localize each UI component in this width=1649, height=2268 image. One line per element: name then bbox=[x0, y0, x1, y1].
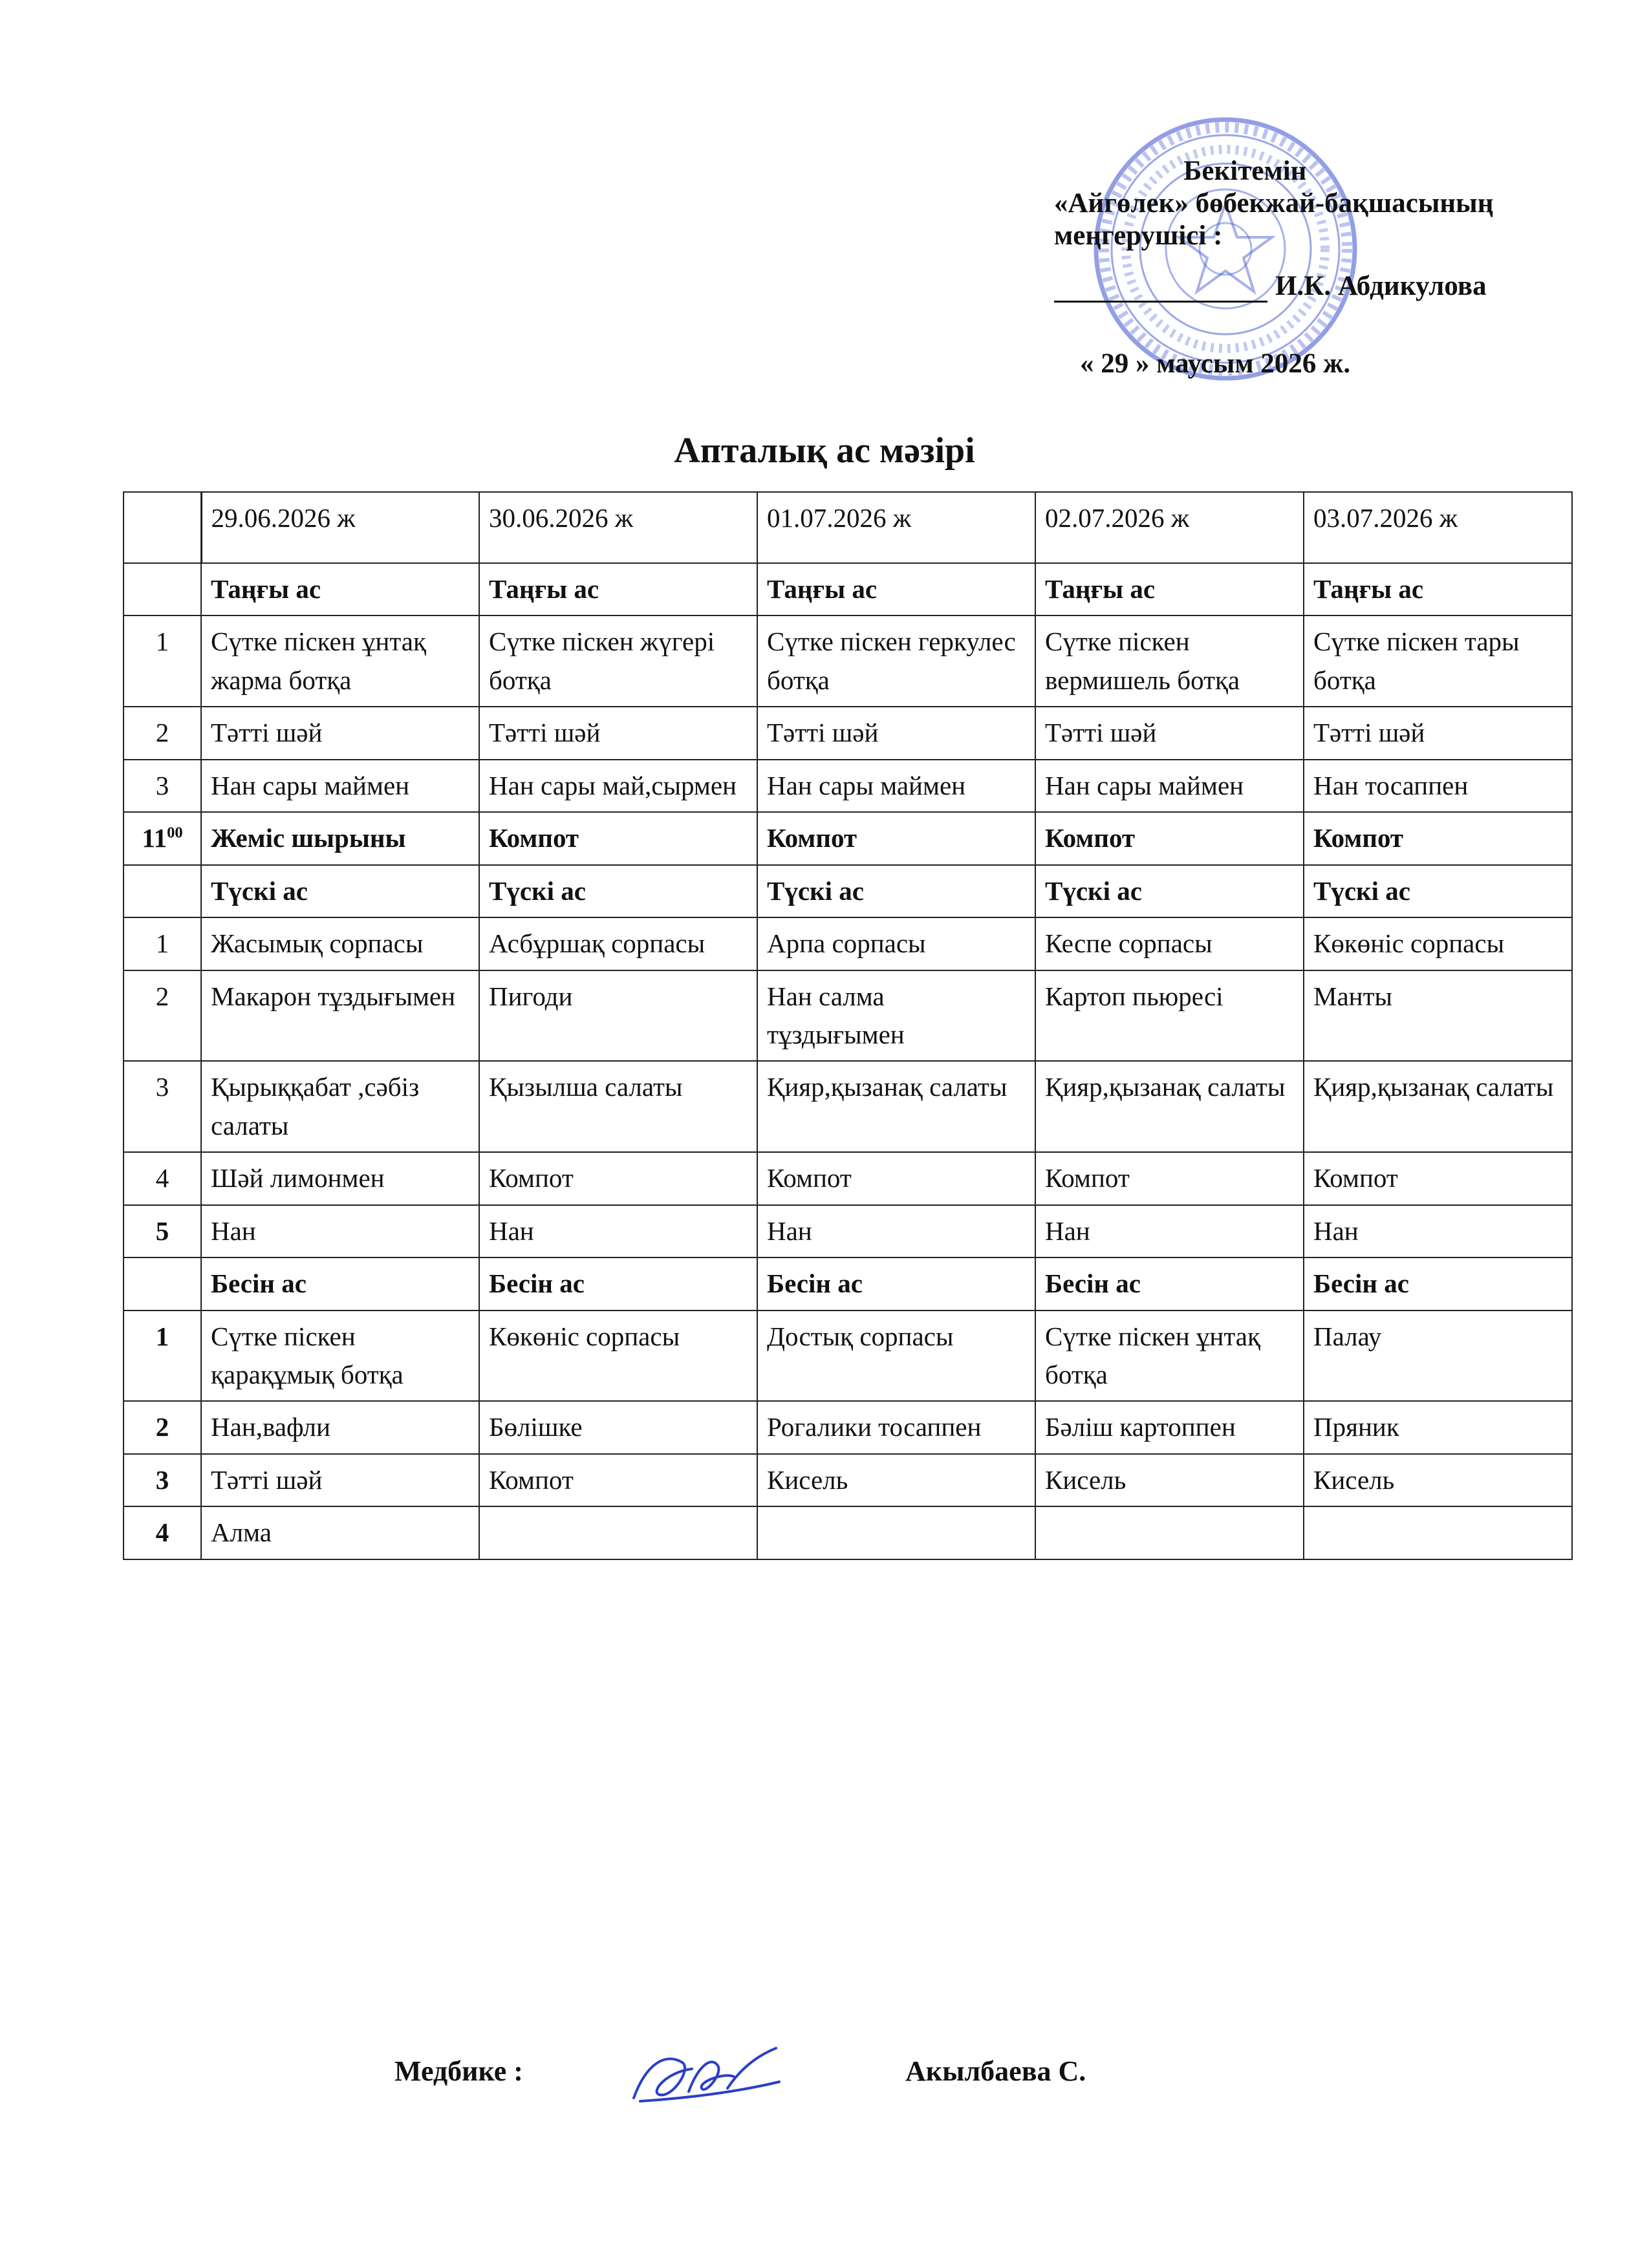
menu-cell: Нан bbox=[1304, 1205, 1572, 1257]
row-number: 2 bbox=[124, 707, 201, 759]
approval-block bbox=[1054, 155, 1610, 380]
menu-cell bbox=[1035, 1506, 1304, 1559]
table-row bbox=[124, 1311, 1572, 1402]
menu-cell: Компот bbox=[1304, 812, 1572, 864]
corner-cell bbox=[124, 492, 201, 563]
row-number: 1 bbox=[124, 917, 201, 970]
menu-cell: Кеспе сорпасы bbox=[1035, 917, 1304, 970]
menu-cell: Алма bbox=[201, 1506, 479, 1559]
snack-time bbox=[124, 812, 201, 864]
nurse-role: Медбике : bbox=[394, 2055, 523, 2087]
menu-cell: Бәліш картоппен bbox=[1035, 1401, 1304, 1453]
menu-cell: Жеміс шырыны bbox=[201, 812, 479, 864]
menu-cell bbox=[1304, 1506, 1572, 1559]
menu-cell: Қияр,қызанақ салаты bbox=[1035, 1061, 1304, 1152]
meal-label: Түскі ас bbox=[757, 865, 1035, 917]
menu-cell: Кисель bbox=[1304, 1454, 1572, 1506]
meal-label: Таңғы ас bbox=[479, 563, 757, 615]
menu-cell: Манты bbox=[1304, 970, 1572, 1062]
menu-cell: Бөлішке bbox=[479, 1401, 757, 1453]
menu-cell: Компот bbox=[479, 1152, 757, 1204]
footer bbox=[0, 2037, 1649, 2121]
menu-cell: Нан сары маймен bbox=[201, 760, 479, 812]
table-row bbox=[124, 1401, 1572, 1453]
menu-cell bbox=[479, 1506, 757, 1559]
menu-cell: Қырыққабат ,сәбіз салаты bbox=[201, 1061, 479, 1152]
approval-title: Бекітемін bbox=[1183, 156, 1307, 186]
meal-label: Таңғы ас bbox=[201, 563, 479, 615]
table-row bbox=[124, 707, 1572, 759]
table-row bbox=[124, 760, 1572, 812]
menu-cell: Сүтке піскен вермишель ботқа bbox=[1035, 615, 1304, 707]
signature-underline bbox=[1054, 301, 1267, 303]
num-cell bbox=[124, 563, 201, 615]
meal-label: Түскі ас bbox=[479, 865, 757, 917]
menu-cell bbox=[757, 1506, 1035, 1559]
menu-cell: Пигоди bbox=[479, 970, 757, 1062]
meal-label: Бесін ас bbox=[1304, 1257, 1572, 1310]
row-number: 1 bbox=[124, 1311, 201, 1402]
meal-label: Таңғы ас bbox=[1304, 563, 1572, 615]
snack-row bbox=[124, 812, 1572, 864]
weekly-menu-table bbox=[123, 491, 1573, 1560]
breakfast-header-row bbox=[124, 563, 1572, 615]
date-cell: 30.06.2026 ж bbox=[479, 492, 757, 563]
menu-cell: Нан bbox=[201, 1205, 479, 1257]
table-row bbox=[124, 970, 1572, 1062]
snack-time-minutes: 00 bbox=[167, 824, 183, 842]
menu-cell: Компот bbox=[479, 1454, 757, 1506]
menu-cell: Тәтті шәй bbox=[201, 707, 479, 759]
row-number: 1 bbox=[124, 615, 201, 707]
menu-cell: Тәтті шәй bbox=[479, 707, 757, 759]
meal-label: Бесін ас bbox=[757, 1257, 1035, 1310]
menu-cell: Сүтке піскен тары ботқа bbox=[1304, 615, 1572, 707]
table-row bbox=[124, 1152, 1572, 1204]
meal-label: Түскі ас bbox=[201, 865, 479, 917]
approval-date: « 29 » маусым 2026 ж. bbox=[1080, 348, 1351, 379]
menu-cell: Нан bbox=[757, 1205, 1035, 1257]
num-cell bbox=[124, 1257, 201, 1310]
meal-label: Бесін ас bbox=[479, 1257, 757, 1310]
menu-cell: Палау bbox=[1304, 1311, 1572, 1402]
menu-cell: Асбұршақ сорпасы bbox=[479, 917, 757, 970]
menu-cell: Пряник bbox=[1304, 1401, 1572, 1453]
menu-cell: Компот bbox=[479, 812, 757, 864]
menu-cell: Кисель bbox=[1035, 1454, 1304, 1506]
menu-cell: Қияр,қызанақ салаты bbox=[1304, 1061, 1572, 1152]
signature-icon bbox=[621, 2037, 789, 2121]
meal-label: Таңғы ас bbox=[1035, 563, 1304, 615]
menu-cell: Компот bbox=[1035, 812, 1304, 864]
menu-cell: Достық сорпасы bbox=[757, 1311, 1035, 1402]
num-cell bbox=[124, 865, 201, 917]
date-cell: 29.06.2026 ж bbox=[201, 492, 479, 563]
menu-cell: Кисель bbox=[757, 1454, 1035, 1506]
row-number: 4 bbox=[124, 1152, 201, 1204]
table-row bbox=[124, 1454, 1572, 1506]
menu-cell: Тәтті шәй bbox=[1035, 707, 1304, 759]
menu-cell: Тәтті шәй bbox=[1304, 707, 1572, 759]
menu-cell: Көкөніс сорпасы bbox=[1304, 917, 1572, 970]
approval-name: И.К. Абдикулова bbox=[1275, 270, 1487, 301]
table-row bbox=[124, 1506, 1572, 1559]
document-title: Апталық ас мәзірі bbox=[674, 431, 975, 471]
meal-label: Таңғы ас bbox=[757, 563, 1035, 615]
row-number: 2 bbox=[124, 1401, 201, 1453]
afternoon-header-row bbox=[124, 1257, 1572, 1310]
table-row bbox=[124, 1061, 1572, 1152]
date-cell: 01.07.2026 ж bbox=[757, 492, 1035, 563]
dates-row bbox=[124, 492, 1572, 563]
menu-cell: Жасымық сорпасы bbox=[201, 917, 479, 970]
menu-cell: Нан сары маймен bbox=[757, 760, 1035, 812]
menu-cell: Шәй лимонмен bbox=[201, 1152, 479, 1204]
menu-cell: Сүтке піскен ұнтақ ботқа bbox=[1035, 1311, 1304, 1402]
row-number: 2 bbox=[124, 970, 201, 1062]
date-cell: 02.07.2026 ж bbox=[1035, 492, 1304, 563]
menu-cell: Арпа сорпасы bbox=[757, 917, 1035, 970]
menu-cell: Қияр,қызанақ салаты bbox=[757, 1061, 1035, 1152]
menu-cell: Тәтті шәй bbox=[201, 1454, 479, 1506]
approval-signature-line bbox=[1054, 270, 1610, 303]
menu-cell: Нан,вафли bbox=[201, 1401, 479, 1453]
menu-cell: Рогалики тосаппен bbox=[757, 1401, 1035, 1453]
row-number: 5 bbox=[124, 1205, 201, 1257]
menu-cell: Нан bbox=[479, 1205, 757, 1257]
menu-cell: Сүтке піскен жүгері ботқа bbox=[479, 615, 757, 707]
menu-cell: Картоп пьюресі bbox=[1035, 970, 1304, 1062]
meal-label: Бесін ас bbox=[201, 1257, 479, 1310]
menu-cell: Тәтті шәй bbox=[757, 707, 1035, 759]
row-number: 3 bbox=[124, 1454, 201, 1506]
nurse-name: Акылбаева С. bbox=[905, 2055, 1086, 2087]
menu-cell: Сүтке піскен ұнтақ жарма ботқа bbox=[201, 615, 479, 707]
table-row bbox=[124, 917, 1572, 970]
menu-cell: Компот bbox=[1304, 1152, 1572, 1204]
menu-cell: Нан салма тұздығымен bbox=[757, 970, 1035, 1062]
menu-cell: Сүтке піскен геркулес ботқа bbox=[757, 615, 1035, 707]
approval-org: «Айгөлек» бөбекжай-бақшасының bbox=[1054, 187, 1494, 219]
menu-cell: Нан bbox=[1035, 1205, 1304, 1257]
menu-cell: Макарон тұздығымен bbox=[201, 970, 479, 1062]
meal-label: Түскі ас bbox=[1035, 865, 1304, 917]
menu-cell: Нан тосаппен bbox=[1304, 760, 1572, 812]
date-cell: 03.07.2026 ж bbox=[1304, 492, 1572, 563]
approval-position: меңгерушісі : bbox=[1054, 220, 1223, 251]
menu-cell: Компот bbox=[1035, 1152, 1304, 1204]
menu-cell: Сүтке піскен қарақұмық ботқа bbox=[201, 1311, 479, 1402]
snack-time-hour: 11 bbox=[142, 823, 167, 853]
menu-cell: Нан сары маймен bbox=[1035, 760, 1304, 812]
meal-label: Түскі ас bbox=[1304, 865, 1572, 917]
lunch-header-row bbox=[124, 865, 1572, 917]
table-row bbox=[124, 1205, 1572, 1257]
meal-label: Бесін ас bbox=[1035, 1257, 1304, 1310]
menu-cell: Көкөніс сорпасы bbox=[479, 1311, 757, 1402]
menu-cell: Қызылша салаты bbox=[479, 1061, 757, 1152]
row-number: 3 bbox=[124, 1061, 201, 1152]
table-row bbox=[124, 615, 1572, 707]
row-number: 3 bbox=[124, 760, 201, 812]
menu-cell: Компот bbox=[757, 1152, 1035, 1204]
menu-cell: Компот bbox=[757, 812, 1035, 864]
menu-cell: Нан сары май,сырмен bbox=[479, 760, 757, 812]
row-number: 4 bbox=[124, 1506, 201, 1559]
